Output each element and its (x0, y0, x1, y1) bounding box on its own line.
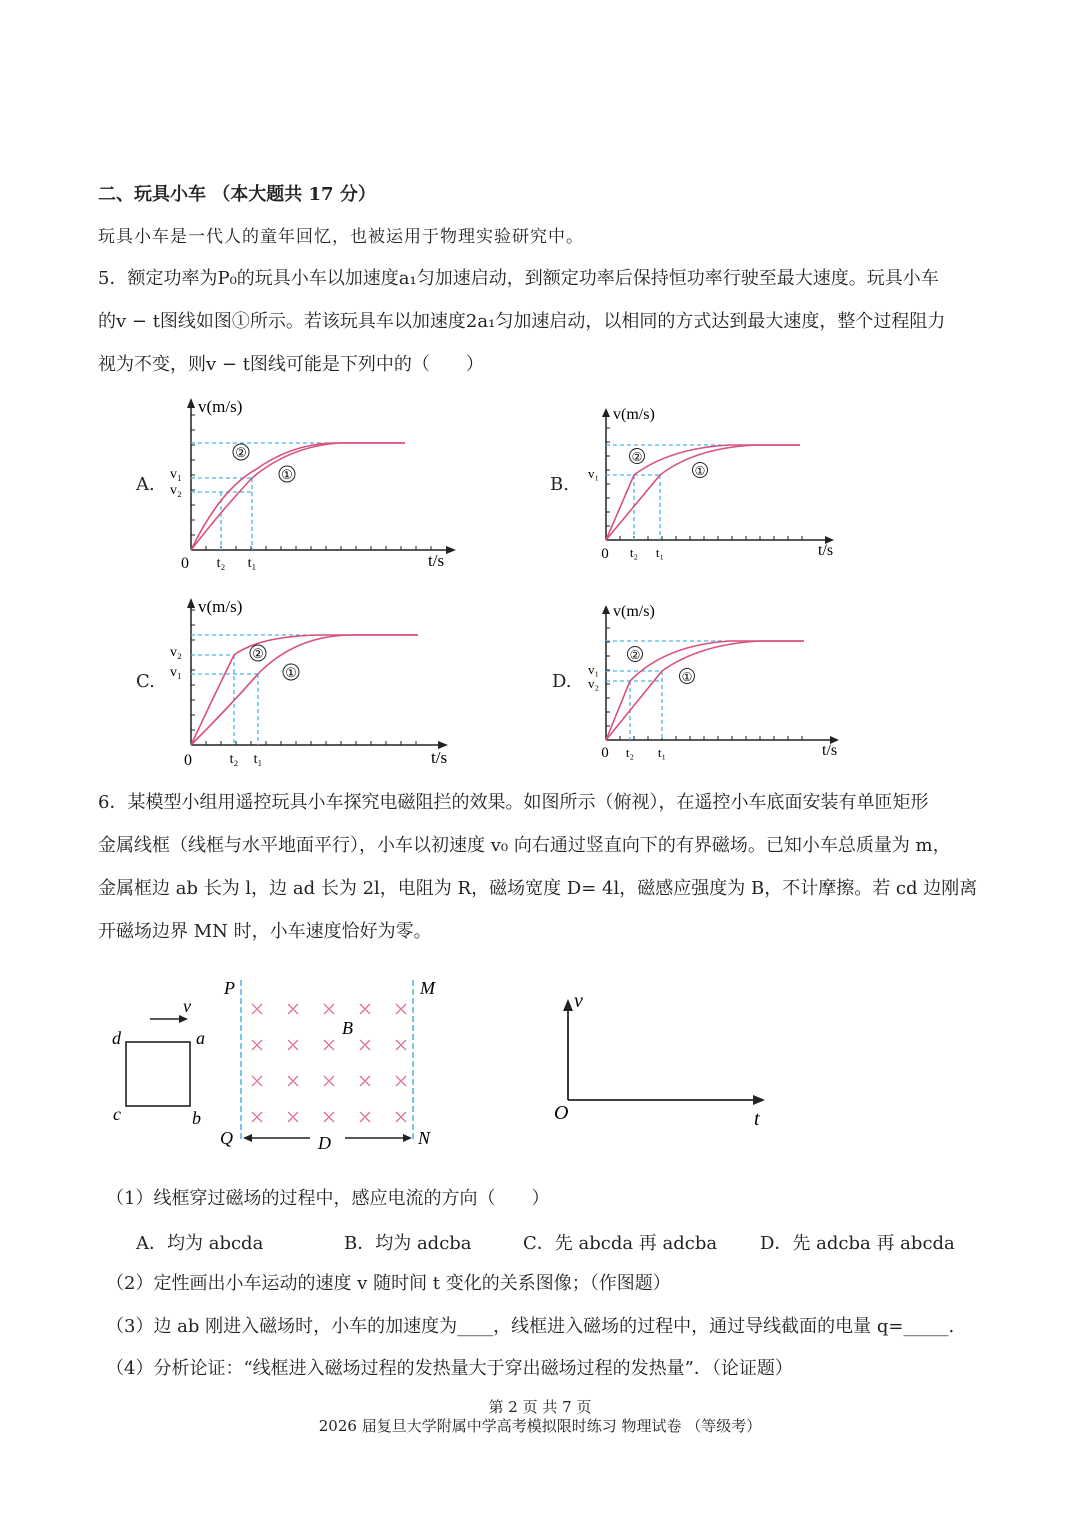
v-tick-label: v₂ (170, 483, 182, 498)
t-tick-label: t₁ (655, 545, 665, 560)
y-axis-label: v(m/s) (198, 597, 243, 616)
v-axis-label: v (574, 990, 583, 1012)
x-axis-label: t/s (822, 742, 838, 759)
y-axis-label: v(m/s) (613, 406, 655, 423)
choice-d: D．先 adcba 再 abcda (760, 1233, 955, 1254)
boundary-m-label: M (420, 978, 435, 998)
curve-label-2: ② (631, 450, 643, 464)
t-axis-label: t (754, 1108, 760, 1130)
corner-b-label: b (192, 1108, 201, 1128)
curve-label-2: ② (235, 445, 247, 460)
corner-a-label: a (196, 1028, 205, 1048)
t-tick-label: t₂ (229, 752, 239, 767)
corner-c-label: c (113, 1104, 121, 1124)
width-arrowhead-right (403, 1134, 412, 1142)
t-tick-label: t₂ (216, 556, 226, 571)
x-axis-label: t/s (428, 551, 445, 570)
v-tick-label: v₁ (170, 467, 182, 482)
width-arrowhead-left (243, 1134, 252, 1142)
v-tick-label: v₁ (588, 466, 600, 481)
x-axis-arrow (446, 546, 456, 554)
q6-line-4: 开磁场边界 MN 时，小车速度恰好为零。 (98, 921, 432, 942)
section-title: 二、玩具小车 （本大题共 17 分） (98, 184, 376, 205)
t-tick-label: t₁ (253, 752, 263, 767)
curve-label-1: ① (285, 665, 297, 680)
q6-line-2: 金属线框（线框与水平地面平行），小车以初速度 v₀ 向右通过竖直向下的有界磁场。已知小车总质量为 m， (98, 835, 951, 856)
q6-sub-4: （4）分析论证：“线框进入磁场过程的发热量大于穿出磁场过程的发热量”．（论证题） (106, 1358, 793, 1379)
origin-label: 0 (184, 752, 192, 769)
magnetic-field-figure (100, 972, 460, 1162)
choice-b: B．均为 adcba (344, 1233, 472, 1254)
velocity-label: v (183, 996, 191, 1016)
v-tick-label: v₁ (588, 662, 600, 677)
y-axis-label: v(m/s) (198, 397, 243, 416)
exam-title: 2026 届复旦大学附属中学高考模拟限时练习 物理试卷 （等级考） (318, 1417, 762, 1435)
q5-line-1: 5．额定功率为P₀的玩具小车以加速度a₁匀加速启动，到额定功率后保持恒功率行驶至最大速度。玩具小车 (98, 268, 939, 289)
v-tick-label: v₂ (170, 645, 182, 660)
field-b-label: B (342, 1018, 353, 1038)
t-axis-arrow (753, 1095, 765, 1105)
q5-line-2: 的v − t图线如图①所示。若该玩具车以加速度2a₁匀加速启动，以相同的方式达到最大速度，整个过程阻力 (98, 311, 946, 332)
t-tick-label: t₂ (629, 545, 639, 560)
origin-label: 0 (181, 555, 189, 572)
curve-label-2: ② (629, 648, 641, 662)
option-a-label: A. (136, 474, 155, 495)
origin-label: 0 (601, 546, 609, 562)
x-axis-label: t/s (431, 748, 448, 767)
boundary-p-label: P (224, 978, 235, 998)
curve-2 (191, 443, 405, 550)
v-tick-label: v₂ (588, 676, 600, 691)
q6-line-1: 6．某模型小组用遥控玩具小车探究电磁阻拦的效果。如图所示（俯视），在遥控小车底面安装有单匝矩形 (98, 792, 929, 813)
option-b-label: B. (550, 474, 569, 495)
curve-label-2: ② (252, 646, 264, 661)
q6-line-3: 金属框边 ab 长为 l，边 ad 长为 2l，电阻为 R，磁场宽度 D= 4l，磁感应强度为 B，不计摩擦。若 cd 边刚离 (98, 878, 978, 899)
origin-label: 0 (601, 745, 609, 761)
origin-label: O (554, 1102, 569, 1124)
v-axis-arrow (563, 999, 573, 1011)
y-axis-arrow (187, 398, 195, 408)
velocity-arrowhead (179, 1015, 188, 1023)
q6-sub-3: （3）边 ab 刚进入磁场时，小车的加速度为____，线框进入磁场的过程中，通过导线截面的电量 q=_____. (106, 1316, 955, 1337)
page-number: 第 2 页 共 7 页 (488, 1398, 592, 1416)
boundary-n-label: N (418, 1128, 431, 1148)
curve-1 (191, 443, 405, 550)
t-tick-label: t₁ (657, 745, 667, 760)
v-tick-label: v₁ (170, 665, 182, 680)
q6-sub-2: （2）定性画出小车运动的速度 v 随时间 t 变化的关系图像；（作图题） (106, 1273, 671, 1294)
t-tick-label: t₁ (247, 556, 257, 571)
y-axis-label: v(m/s) (613, 603, 655, 620)
boundary-q-label: Q (220, 1128, 233, 1148)
corner-d-label: d (112, 1028, 121, 1048)
curve-label-1: ① (281, 467, 293, 482)
option-b-graph (580, 400, 840, 565)
option-a-graph (160, 390, 460, 575)
blank-vt-axes (550, 985, 780, 1130)
q6-sub-1: （1）线框穿过磁场的过程中，感应电流的方向（ ） (106, 1188, 550, 1209)
field-crosses (252, 1004, 406, 1122)
choice-c: C．先 abcda 再 adcba (523, 1233, 718, 1254)
curve-label-1: ① (681, 670, 693, 684)
option-d-label: D. (552, 671, 572, 692)
option-c-graph (160, 590, 460, 775)
q5-line-3: 视为不变，则v − t图线可能是下列中的（ ） (98, 354, 484, 375)
option-c-label: C. (136, 671, 155, 692)
choice-a: A．均为 abcda (136, 1233, 264, 1254)
curve-label-1: ① (694, 464, 706, 478)
option-d-graph (580, 597, 850, 767)
x-axis-label: t/s (818, 542, 834, 559)
t-tick-label: t₂ (625, 745, 635, 760)
width-d-label: D (318, 1133, 331, 1153)
wire-loop (126, 1042, 190, 1106)
intro-text: 玩具小车是一代人的童年回忆，也被运用于物理实验研究中。 (98, 227, 584, 247)
